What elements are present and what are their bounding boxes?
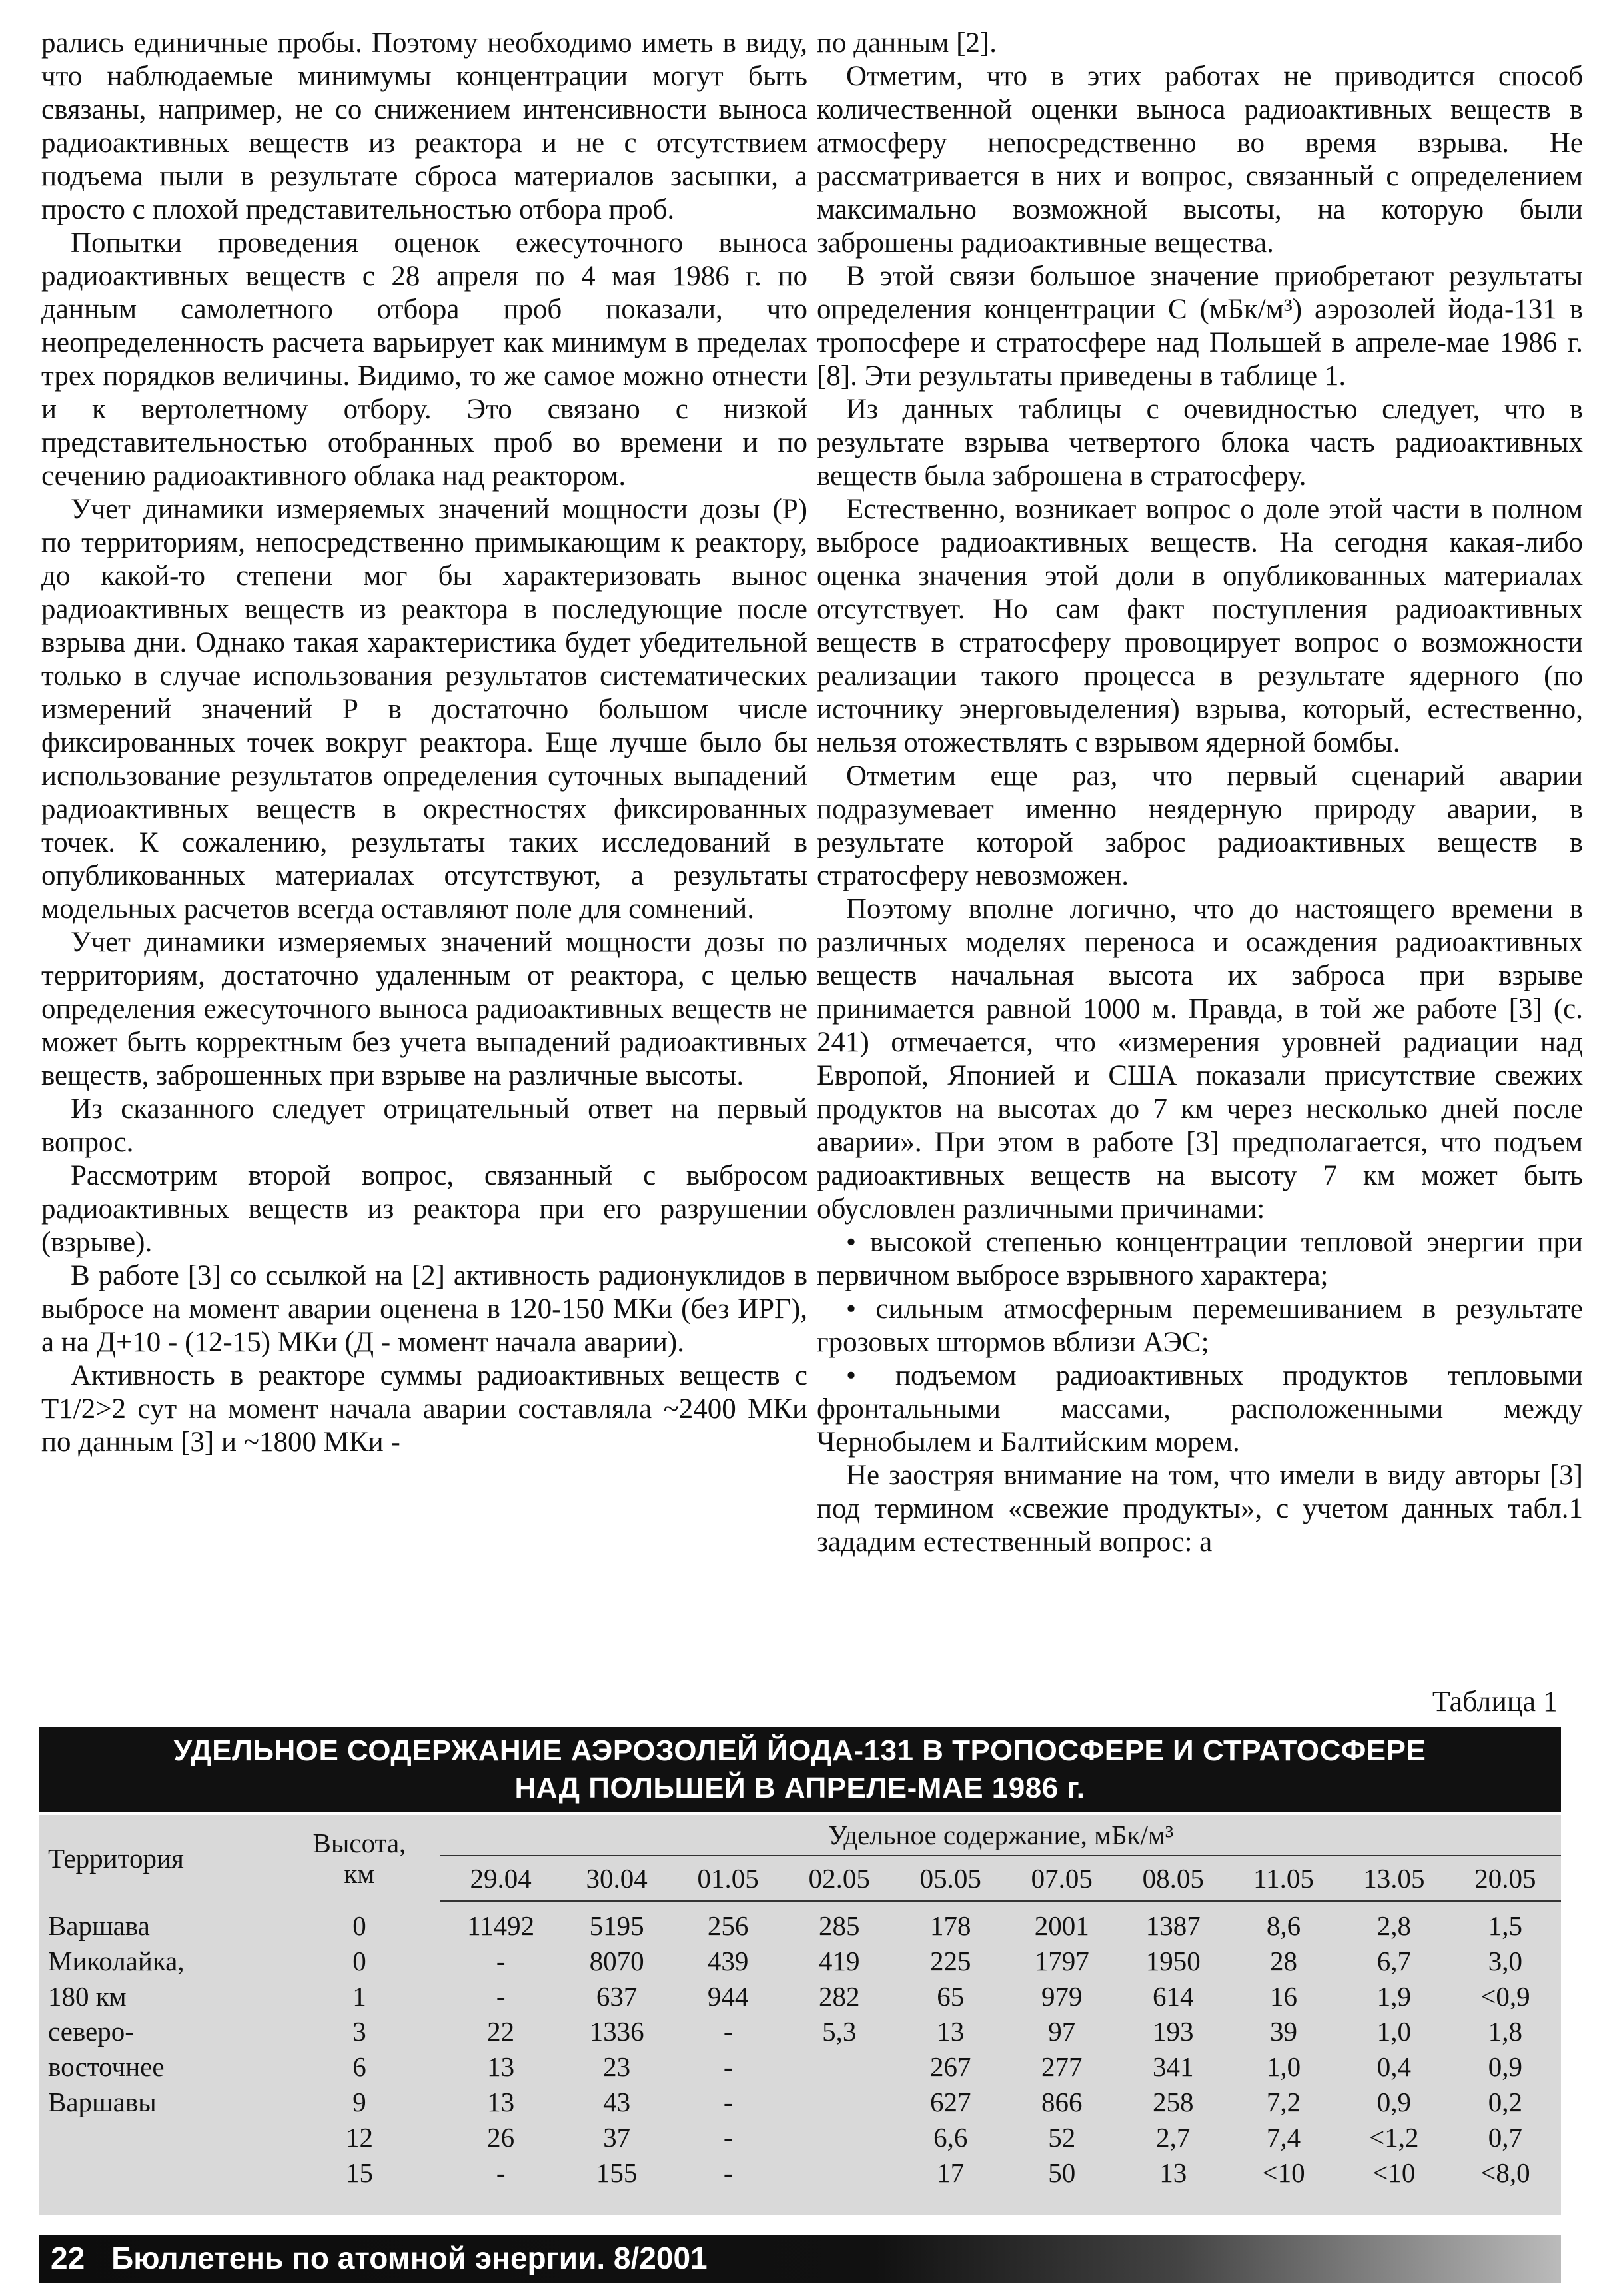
cell-value: 979 — [1041, 1981, 1083, 2011]
cell-value: 439 — [707, 1946, 749, 1976]
cell-value: 39 — [1270, 2016, 1298, 2047]
cell-value: 282 — [818, 1981, 860, 2011]
cell-territory: Варшавы — [48, 2087, 157, 2117]
bullet-item: • сильным атмосферным перемешиванием в результате грозовых штормов вблизи АЭС; — [817, 1293, 1583, 1358]
table-row — [39, 1979, 1561, 2014]
cell-value: 2,8 — [1376, 1910, 1411, 1941]
cell-value: 22 — [487, 2016, 515, 2047]
column-header-date: 07.05 — [1006, 1856, 1117, 1901]
cell-height: 15 — [345, 2157, 373, 2188]
cell-value: 866 — [1041, 2087, 1083, 2117]
cell-height: 0 — [352, 1946, 366, 1976]
cell-value: 8070 — [589, 1946, 644, 1976]
cell-value: 0,9 — [1376, 2087, 1411, 2117]
cell-value: 65 — [937, 1981, 965, 2011]
cell-value: 7,4 — [1266, 2122, 1301, 2153]
cell-value: 52 — [1048, 2122, 1076, 2153]
cell-value: <10 — [1372, 2157, 1416, 2188]
table-title-banner — [39, 1727, 1561, 1812]
cell-value: 258 — [1152, 2087, 1194, 2117]
cell-territory: северо- — [48, 2016, 134, 2047]
cell-height: 3 — [352, 2016, 366, 2047]
cell-value: <0,9 — [1480, 1981, 1530, 2011]
cell-value: 627 — [929, 2087, 971, 2117]
table-body — [39, 1901, 1561, 2191]
cell-value: - — [723, 2051, 733, 2082]
cell-value: 5195 — [589, 1910, 644, 1941]
cell-territory: Варшава — [48, 1910, 150, 1941]
table-title-line: УДЕЛЬНОЕ СОДЕРЖАНИЕ АЭРОЗОЛЕЙ ЙОДА-131 В ТРОПОСФЕРЕ И СТРАТОСФЕРЕ — [173, 1734, 1426, 1767]
cell-value: 7,2 — [1266, 2087, 1301, 2117]
cell-value — [784, 2049, 895, 2085]
cell-value: - — [723, 2122, 733, 2153]
cell-value: 267 — [929, 2051, 971, 2082]
column-header-date: 20.05 — [1450, 1856, 1561, 1901]
footer — [51, 2240, 708, 2276]
table-row — [39, 2120, 1561, 2155]
paragraph: Отметим еще раз, что первый сценарий аварии подразумевает именно неядерную природу аварии, в результате которой заброс радиоактивных веществ в стратосферу невозможен. — [817, 760, 1583, 891]
column-header-date: 13.05 — [1338, 1856, 1450, 1901]
paragraph: В работе [3] со ссылкой на [2] активность радионуклидов в выбросе на момент аварии оценена в 120-150 МКи (без ИРГ), а на Д+10 - (12-15) МКи (Д - момент начала аварии). — [41, 1260, 807, 1358]
table-row — [39, 1901, 1561, 1944]
cell-value: 0,9 — [1488, 2051, 1523, 2082]
journal-title: Бюллетень по атомной энергии. 8/2001 — [111, 2241, 708, 2275]
data-table-container — [39, 1815, 1561, 2215]
cell-territory — [39, 2120, 278, 2155]
cell-value: 1336 — [589, 2016, 644, 2047]
cell-value: 13 — [487, 2087, 515, 2117]
paragraph: Учет динамики измеряемых значений мощности дозы по территориям, достаточно удаленным от реактора, с целью определения ежесуточного выноса радиоактивных веществ не может быть корректным без учета выпадений радиоактивных веществ, заброшенных при взрыве на различные высоты. — [41, 927, 807, 1091]
column-header-date: 01.05 — [672, 1856, 784, 1901]
cell-value: 1,9 — [1376, 1981, 1411, 2011]
cell-value: 11492 — [467, 1910, 535, 1941]
table-title-line: НАД ПОЛЬШЕЙ В АПРЕЛЕ-МАЕ 1986 г. — [514, 1772, 1085, 1804]
column-header-date: 30.04 — [561, 1856, 672, 1901]
cell-value: <10 — [1262, 2157, 1305, 2188]
paragraph: Не заостряя внимание на том, что имели в виду авторы [3] под термином «свежие продукты», с учетом данных табл.1 зададим естественный вопрос: а — [817, 1460, 1583, 1558]
table-caption: Таблица 1 — [1432, 1685, 1558, 1718]
bullet-item: • подъемом радиоактивных продуктов тепловыми фронтальными массами, расположенными между Чернобылем и Балтийским морем. — [817, 1360, 1583, 1458]
cell-value: 26 — [487, 2122, 515, 2153]
paragraph: Из сказанного следует отрицательный ответ на первый вопрос. — [41, 1093, 807, 1158]
cell-value: 43 — [603, 2087, 631, 2117]
paragraph: Из данных таблицы с очевидностью следует, что в результате взрыва четвертого блока часть радиоактивных веществ была заброшена в стратосферу. — [817, 394, 1583, 492]
cell-value: 1,8 — [1488, 2016, 1523, 2047]
cell-value: 0,7 — [1488, 2122, 1523, 2153]
cell-territory: Миколайка, — [48, 1946, 185, 1976]
cell-value: 16 — [1270, 1981, 1298, 2011]
paragraph: Попытки проведения оценок ежесуточного выноса радиоактивных веществ с 28 апреля по 4 мая 1986 г. по данным самолетного отбора проб показали, что неопределенность расчета варьирует как минимум в пределах трех порядков величины. Видимо, то же самое можно отнести и к вертолетному отбору. Это связано с низкой представительностью отобранных проб во времени и по сечению радиоактивного облака над реактором. — [41, 227, 807, 492]
cell-value — [784, 2085, 895, 2120]
cell-value: 1387 — [1145, 1910, 1201, 1941]
cell-territory — [39, 2155, 278, 2191]
cell-value: 178 — [929, 1910, 971, 1941]
cell-value: - — [723, 2157, 733, 2188]
cell-height: 12 — [345, 2122, 373, 2153]
cell-value: 1797 — [1034, 1946, 1089, 1976]
cell-value: 0,4 — [1376, 2051, 1411, 2082]
paragraph: Рассмотрим второй вопрос, связанный с выбросом радиоактивных веществ из реактора при его разрушении (взрыве). — [41, 1160, 807, 1258]
cell-value: 17 — [937, 2157, 965, 2188]
table-row — [39, 2049, 1561, 2085]
cell-value: 637 — [596, 1981, 638, 2011]
cell-value: 277 — [1041, 2051, 1083, 2082]
cell-territory: восточнее — [48, 2051, 165, 2082]
cell-value: 23 — [603, 2051, 631, 2082]
paragraph: Естественно, возникает вопрос о доле этой части в полном выбросе радиоактивных веществ. На сегодня какая-либо оценка значения этой доли в опубликованных материалах отсутствует. Но сам факт поступления радиоактивных веществ в стратосферу провоцирует вопрос о возможности реализации такого процесса в результате ядерного (по источнику энерговыделения) взрыва, который, естественно, нельзя отожествлять с взрывом ядерной бомбы. — [817, 494, 1583, 758]
table-row — [39, 2014, 1561, 2049]
column-header-date: 02.05 — [784, 1856, 895, 1901]
table-row — [39, 1944, 1561, 1979]
cell-territory: 180 км — [48, 1981, 127, 2011]
paragraph: по данным [2]. — [817, 27, 997, 59]
cell-value: 1,5 — [1488, 1910, 1523, 1941]
cell-value: 193 — [1152, 2016, 1194, 2047]
cell-value: 97 — [1048, 2016, 1076, 2047]
cell-value: 13 — [937, 2016, 965, 2047]
paragraph: Отметим, что в этих работах не приводится способ количественной оценки выноса радиоактивных веществ в атмосферу непосредственно во время взрыва. Не рассматривается в них и вопрос, связанный с определением максимально возможной высоты, на которую были заброшены радиоактивные вещества. — [817, 61, 1583, 259]
cell-value: 13 — [1159, 2157, 1187, 2188]
cell-height: 1 — [352, 1981, 366, 2011]
data-table — [39, 1815, 1561, 2191]
cell-value: - — [496, 1981, 506, 2011]
cell-value: 5,3 — [822, 2016, 857, 2047]
cell-value — [784, 2155, 895, 2191]
cell-value: <1,2 — [1369, 2122, 1419, 2153]
cell-value: 1,0 — [1376, 2016, 1411, 2047]
cell-value: 8,6 — [1266, 1910, 1301, 1941]
bullet-item: • высокой степенью концентрации тепловой энергии при первичном выбросе взрывного характера; — [817, 1227, 1583, 1291]
cell-value: 225 — [929, 1946, 971, 1976]
column-header-date: 29.04 — [440, 1856, 561, 1901]
cell-value: 944 — [707, 1981, 749, 2011]
column-header-content: Удельное содержание, мБк/м³ — [440, 1815, 1561, 1856]
paragraph: Активность в реакторе суммы радиоактивных веществ с T1/2>2 сут на момент начала аварии составляла ~2400 МКи по данным [3] и ~1800 МКи - — [41, 1360, 807, 1458]
cell-value: 1,0 — [1266, 2051, 1301, 2082]
cell-value: 6,7 — [1376, 1946, 1411, 1976]
cell-value: 13 — [487, 2051, 515, 2082]
cell-height: 6 — [352, 2051, 366, 2082]
cell-value: - — [723, 2087, 733, 2117]
column-header-height — [278, 1815, 440, 1901]
cell-value: - — [723, 2016, 733, 2047]
cell-value: 6,6 — [933, 2122, 968, 2153]
cell-value: 2001 — [1034, 1910, 1089, 1941]
cell-height: 9 — [352, 2087, 366, 2117]
cell-value: 614 — [1152, 1981, 1194, 2011]
table-row — [39, 2155, 1561, 2191]
left-text-column — [41, 27, 807, 1459]
column-header-date: 05.05 — [895, 1856, 1006, 1901]
cell-value: 419 — [818, 1946, 860, 1976]
cell-value: 37 — [603, 2122, 631, 2153]
cell-value: 0,2 — [1488, 2087, 1523, 2117]
cell-value: 1950 — [1145, 1946, 1201, 1976]
cell-value: 256 — [707, 1910, 749, 1941]
cell-value: <8,0 — [1480, 2157, 1530, 2188]
cell-value: - — [496, 2157, 506, 2188]
column-header-date: 08.05 — [1117, 1856, 1229, 1901]
column-header-height-unit: км — [344, 1858, 375, 1889]
cell-value: 50 — [1048, 2157, 1076, 2188]
paragraph: рались единичные пробы. Поэтому необходимо иметь в виду, что наблюдаемые минимумы концентрации могут быть связаны, например, не со снижением интенсивности выноса радиоактивных веществ из реактора и не с отсутствием подъема пыли в результате сброса материалов засыпки, а просто с плохой представительностью отбора проб. — [41, 27, 807, 225]
cell-height: 0 — [352, 1910, 366, 1941]
paragraph: Учет динамики измеряемых значений мощности дозы (Р) по территориям, непосредственно примыкающим к реактору, до какой-то степени мог бы характеризовать вынос радиоактивных веществ из реактора в последующие после взрыва дни. Однако такая характеристика будет убедительной только в случае использования результатов систематических измерений значений Р в достаточно большом числе фиксированных точек вокруг реактора. Еще лучше было бы использование результатов определения суточных выпадений радиоактивных веществ в окрестностях фиксированных точек. К сожалению, результаты таких исследований в опубликованных материалах отсутствуют, а результаты модельных расчетов всегда оставляют поле для сомнений. — [41, 494, 807, 925]
table-row — [39, 2085, 1561, 2120]
column-header-height-line: Высота, — [312, 1827, 406, 1858]
paragraph: В этой связи большое значение приобретают результаты определения концентрации С (мБк/м³) аэрозолей йода-131 в тропосфере и стратосфере над Польшей в апреле-мае 1986 г. [8]. Эти результаты приведены в таблице 1. — [817, 261, 1583, 392]
cell-value: 28 — [1270, 1946, 1298, 1976]
cell-value: - — [496, 1946, 506, 1976]
cell-value: 341 — [1152, 2051, 1194, 2082]
paragraph: Поэтому вполне логично, что до настоящего времени в различных моделях переноса и осаждения радиоактивных веществ начальная высота их заброса при взрыве принимается равной 1000 м. Правда, в той же работе [3] (с. 241) отмечается, что «измерения уровней радиации над Европой, Японией и США показали присутствие свежих продуктов на высотах до 7 км через несколько дней после аварии». При этом в работе [3] предполагается, что подъем радиоактивных веществ на высоту 7 км может быть обусловлен различными причинами: — [817, 893, 1583, 1225]
cell-value: 285 — [818, 1910, 860, 1941]
column-header-date: 11.05 — [1229, 1856, 1338, 1901]
page-number: 22 — [51, 2241, 85, 2275]
cell-value: 155 — [596, 2157, 638, 2188]
cell-value: 3,0 — [1488, 1946, 1523, 1976]
cell-value — [784, 2120, 895, 2155]
right-text-column — [817, 27, 1583, 1559]
cell-value: 2,7 — [1156, 2122, 1191, 2153]
column-header-territory: Территория — [48, 1842, 184, 1874]
